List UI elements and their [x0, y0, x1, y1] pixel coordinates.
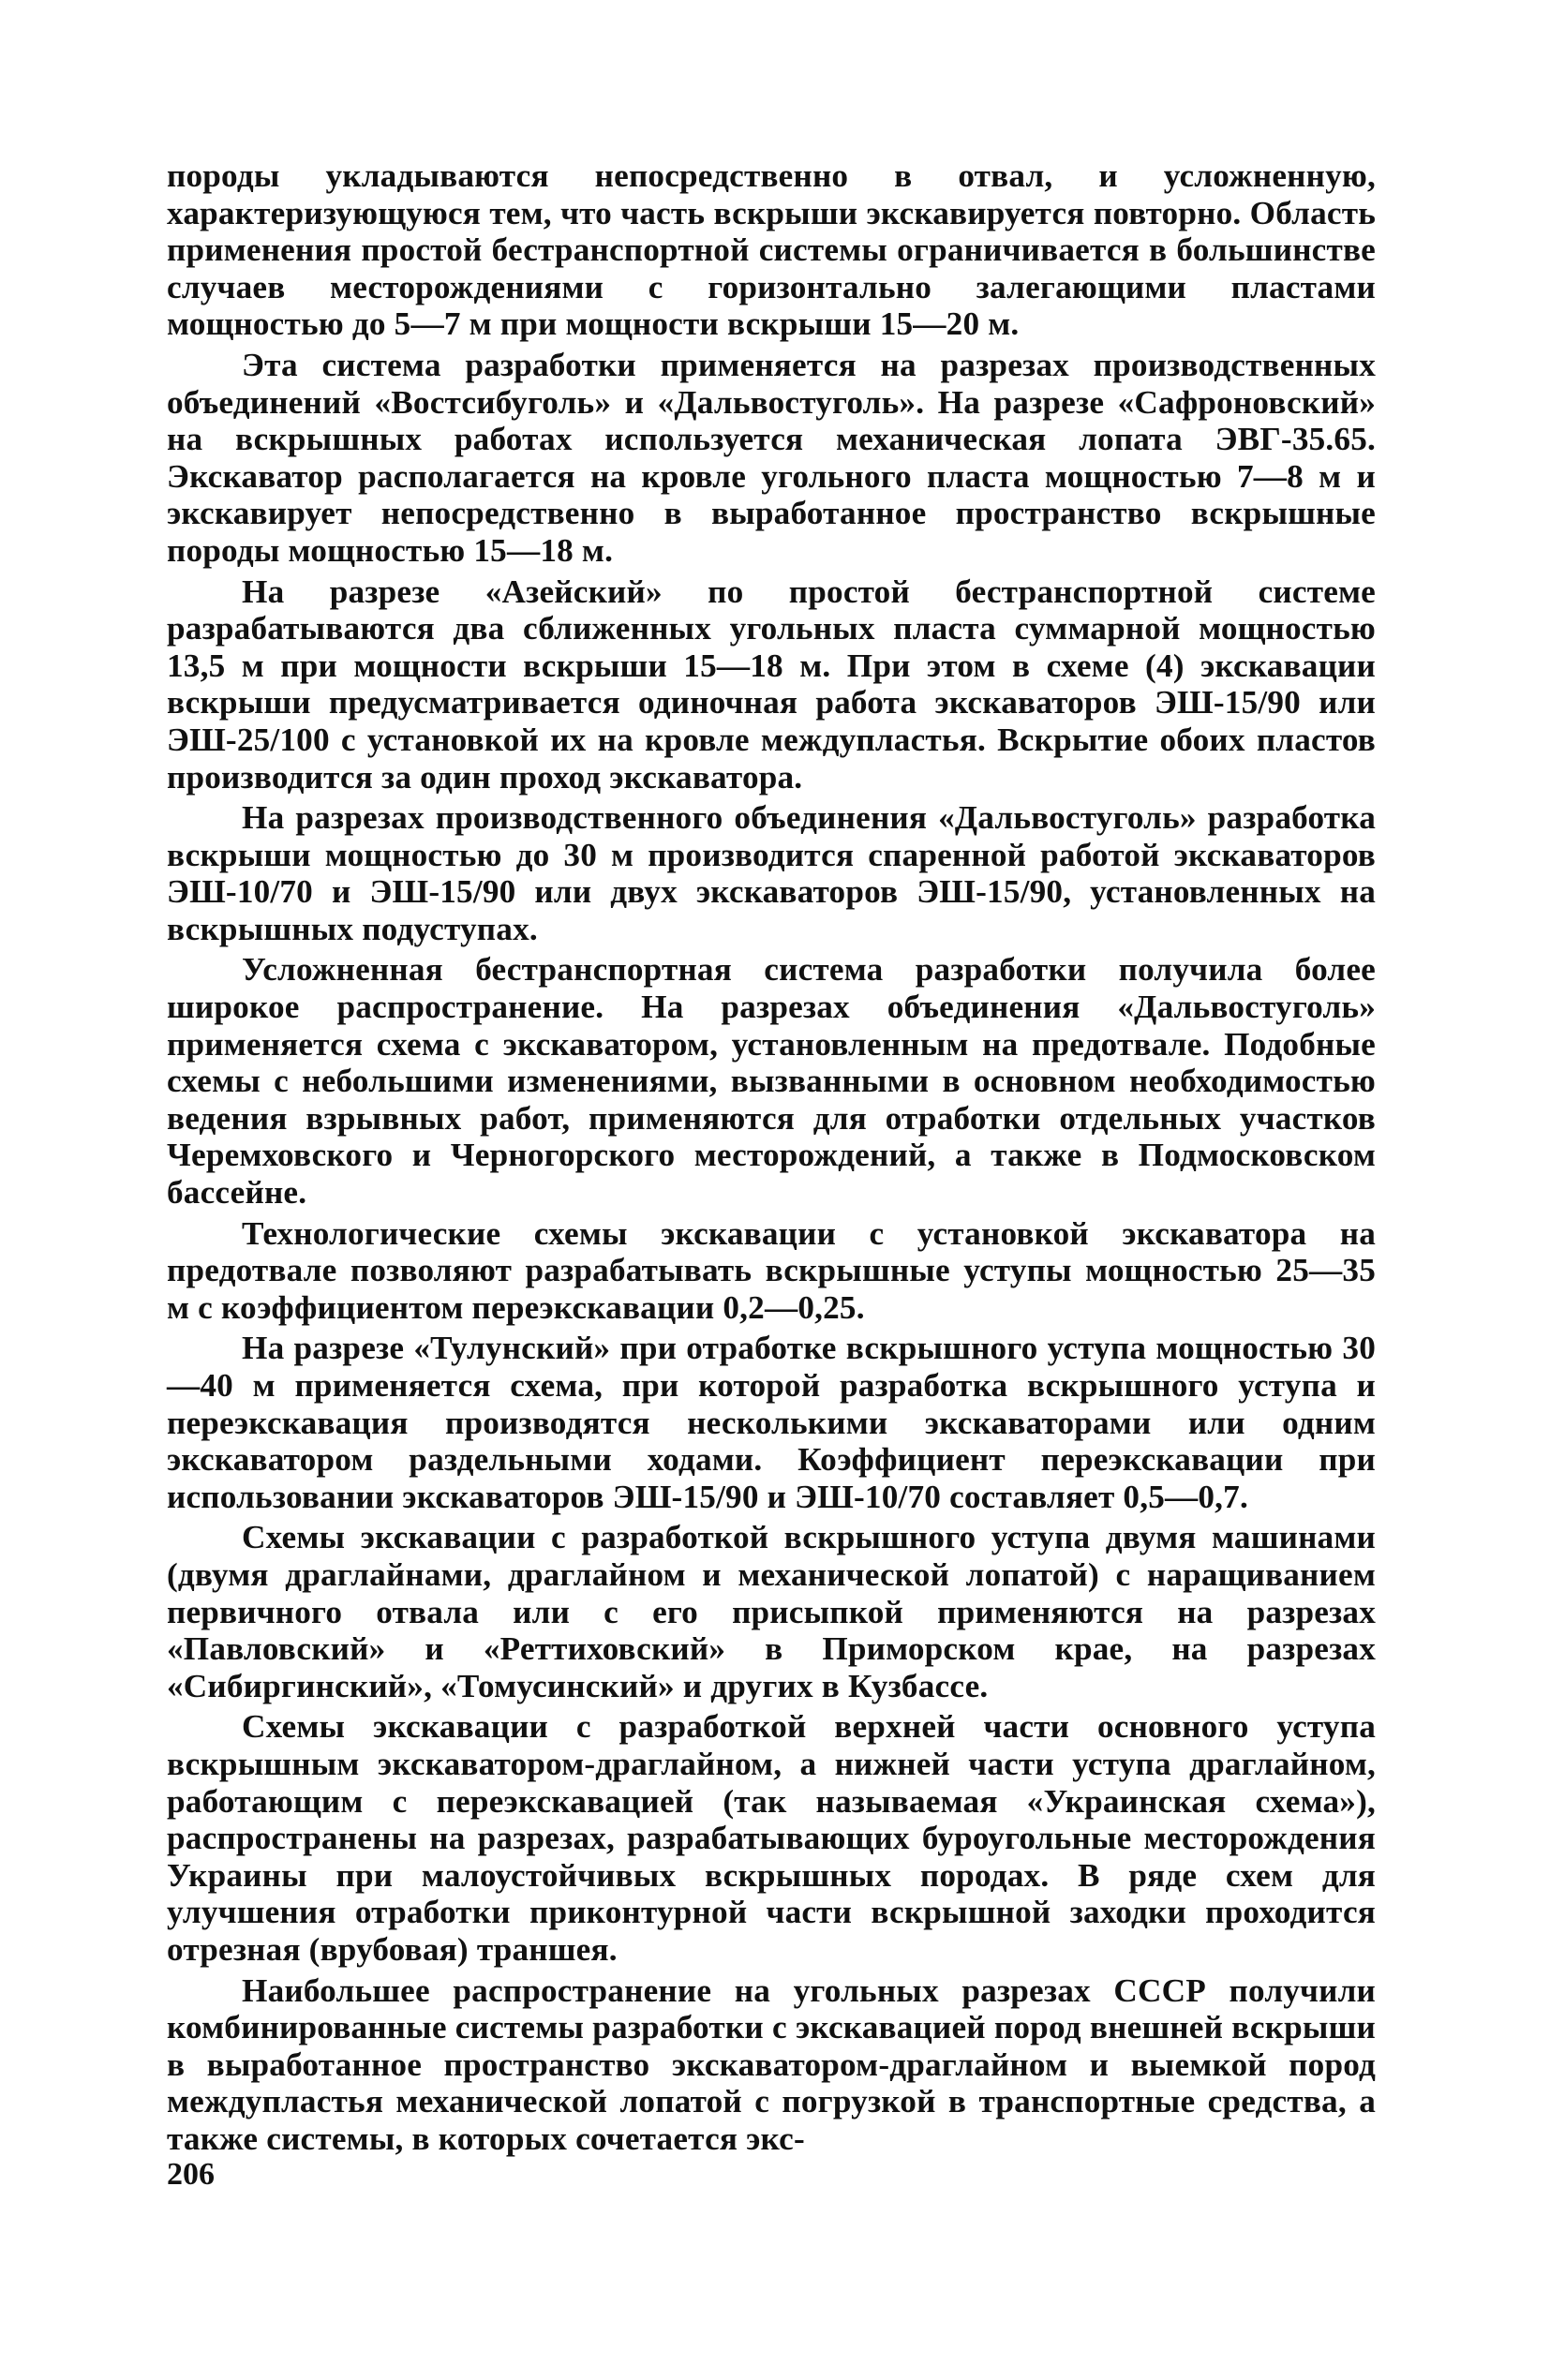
paragraph-8: Схемы экскавации с разработкой вскрышного уступа двумя машинами (двумя драглайнами, драглайном и механической лопатой) с наращиванием первичного отвала или с его присыпкой применяются на разрезах «Павловский» и «Реттиховский» в Приморском крае, на разрезах «Сибиргинский», «Томусинский» и других в Кузбассе. — [167, 1519, 1376, 1704]
paragraph-2: Эта система разработки применяется на разрезах производственных объединений «Востсибуголь» и «Дальвостуголь». На разрезе «Сафроновский» на вскрышных работах используется механическая лопата ЭВГ-35.65. Экскаватор располагается на кровле угольного пласта мощностью 7—8 м и экскавирует непосредственно в выработанное пространство вскрышные породы мощностью 15—18 м. — [167, 346, 1376, 569]
paragraph-9: Схемы экскавации с разработкой верхней части основного уступа вскрышным экскаватором-драглайном, а нижней части уступа драглайном, работающим с переэкскавацией (так называемая «Украинская схема»), распространены на разрезах, разрабатывающих буроугольные месторождения Украины при малоустойчивых вскрышных породах. В ряде схем для улучшения отработки приконтурной части вскрышной заходки проходится отрезная (врубовая) траншея. — [167, 1708, 1376, 1968]
paragraph-7: На разрезе «Тулунский» при отработке вскрышного уступа мощностью 30—40 м применяется схема, при которой разработка вскрышного уступа и переэкскавация производятся несколькими экскаваторами или одним экскаватором раздельными ходами. Коэффициент переэкскавации при использовании экскаваторов ЭШ-15/90 и ЭШ-10/70 составляет 0,5—0,7. — [167, 1330, 1376, 1515]
paragraph-4: На разрезах производственного объединения «Дальвостуголь» разработка вскрыши мощностью до 30 м производится спаренной работой экскаваторов ЭШ-10/70 и ЭШ-15/90 или двух экскаваторов ЭШ-15/90, установленных на вскрышных подуступах. — [167, 799, 1376, 947]
page-number: 206 — [167, 2157, 215, 2192]
paragraph-1: породы укладываются непосредственно в отвал, и усложненную, характеризующуюся тем, что часть вскрыши экскавируется повторно. Область применения простой бестранспортной системы ограничивается в большинстве случаев месторождениями с горизонтально залегающими пластами мощностью до 5—7 м при мощности вскрыши 15—20 м. — [167, 157, 1376, 343]
paragraph-10: Наибольшее распространение на угольных разрезах СССР получили комбинированные системы разработки с экскавацией пород внешней вскрыши в выработанное пространство экскаватором-драглайном и выемкой пород междупластья механической лопатой с погрузкой в транспортные средства, а также системы, в которых сочетается экс- — [167, 1971, 1376, 2157]
paragraph-3: На разрезе «Азейский» по простой бестранспортной системе разрабатываются два сближенных угольных пласта суммарной мощностью 13,5 м при мощности вскрыши 15—18 м. При этом в схеме (4) экскавации вскрыши предусматривается одиночная работа экскаваторов ЭШ-15/90 или ЭШ-25/100 с установкой их на кровле междупластья. Вскрытие обоих пластов производится за один проход экскаватора. — [167, 573, 1376, 796]
paragraph-5: Усложненная бестранспортная система разработки получила более широкое распространение. На разрезах объединения «Дальвостуголь» применяется схема с экскаватором, установленным на предотвале. Подобные схемы с небольшими изменениями, вызванными в основном необходимостью ведения взрывных работ, применяются для отработки отдельных участков Черемховского и Черногорского месторождений, а также в Подмосковском бассейне. — [167, 951, 1376, 1212]
page-body — [167, 157, 1376, 2157]
paragraph-6: Технологические схемы экскавации с установкой экскаватора на предотвале позволяют разрабатывать вскрышные уступы мощностью 25—35 м с коэффициентом переэкскавации 0,2—0,25. — [167, 1214, 1376, 1326]
